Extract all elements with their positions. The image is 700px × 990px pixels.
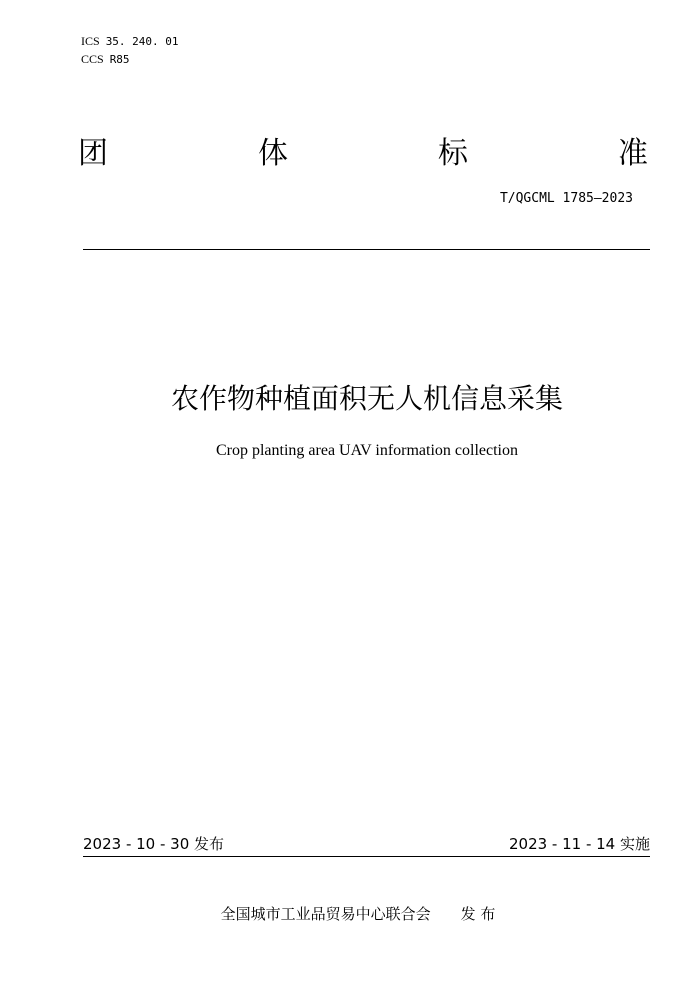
standard-type-char-1: 团 [78,136,108,171]
publisher-action: 发 布 [460,905,496,923]
publish-date: 2023 - 10 - 30 发布 [83,835,225,853]
ics-label: ICS [81,34,100,48]
standard-type-char-4: 准 [618,136,648,171]
standard-type-heading [78,134,648,174]
standard-number: T/QGCML 1785—2023 [499,191,633,206]
top-divider [83,249,650,250]
title-chinese: 农作物种植面积无人机信息采集 [170,382,563,415]
ccs-label: CCS [81,52,104,66]
title-english: Crop planting area UAV information collection [215,442,518,459]
standard-type-char-2: 体 [258,136,288,171]
bottom-divider [83,856,650,857]
implement-date: 2023 - 11 - 14 实施 [508,835,650,853]
publisher-line [0,903,700,925]
publisher-name: 全国城市工业品贸易中心联合会 [220,905,431,923]
ccs-value: R85 [109,53,130,66]
ccs-code [81,52,130,67]
ics-code [81,34,179,49]
standard-type-char-3: 标 [438,136,468,171]
ics-value: 35. 240. 01 [105,35,179,48]
